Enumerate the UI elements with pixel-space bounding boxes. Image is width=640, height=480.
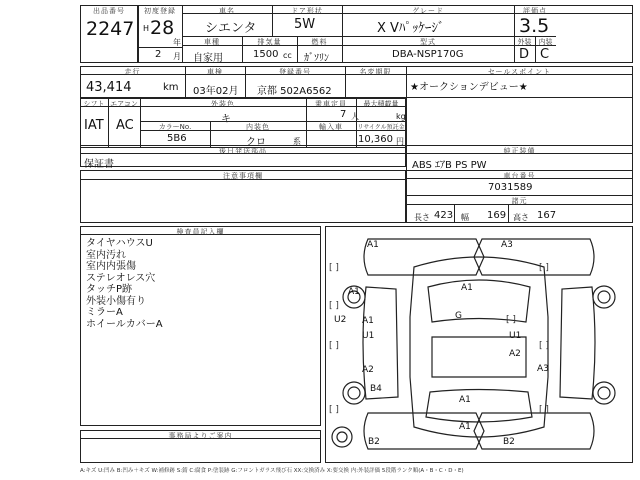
reg-era: H <box>143 24 150 33</box>
disp-unit: cc <box>283 51 292 60</box>
sales-label: セールスポイント <box>487 68 552 76</box>
ext-label: 外装 <box>517 38 532 46</box>
fuel-label: 燃料 <box>311 38 328 46</box>
notes-label: 注意事項欄 <box>223 172 263 180</box>
std-equip: ABS ｴｱB PS PW <box>412 160 487 171</box>
mark-a1: A1 <box>461 283 473 293</box>
inspection-item: ミラーA <box>86 307 123 318</box>
bracket: [ ] <box>539 341 549 351</box>
recycle-unit: 円 <box>396 137 404 146</box>
bracket: [ ] <box>539 263 549 273</box>
mark-a1: A1 <box>459 395 471 405</box>
reg-year: 28 <box>150 17 175 39</box>
reg-label: 初度登録 <box>144 7 176 15</box>
intcolor-unit: 系 <box>293 137 301 146</box>
mark-a1: A1 <box>348 287 360 297</box>
mark-b2: B2 <box>503 437 515 447</box>
color: キ <box>221 114 231 125</box>
sales-point: ★オークションデビュー★ <box>410 82 528 93</box>
load-label: 最大積載量 <box>363 100 399 108</box>
inspection-item: 室内内張傷 <box>86 261 136 272</box>
mark-a1: A1 <box>367 240 379 250</box>
cat: 自家用 <box>193 53 223 64</box>
recycle-label: リサイクル預託金 <box>357 124 405 131</box>
wid-label: 幅 <box>461 213 469 222</box>
mark-a2: A2 <box>362 365 374 375</box>
mark-b4: B4 <box>370 384 382 394</box>
bracket: [ ] <box>539 405 549 415</box>
door-type: 5W <box>294 17 316 32</box>
office-label: 事務局よりご案内 <box>168 432 233 440</box>
mileage: 43,414 <box>86 80 132 95</box>
disp: 1500 <box>253 49 279 60</box>
import-label: 輸入車 <box>319 123 343 131</box>
mark-a3: A3 <box>537 364 549 374</box>
ac-label: エアコン <box>110 100 138 108</box>
mark-a2: A2 <box>509 349 521 359</box>
reg-month-unit: 月 <box>173 52 181 61</box>
car-label: 車名 <box>219 7 235 15</box>
reg-month: 2 <box>155 49 162 60</box>
chassis-label: 車台番号 <box>503 172 536 180</box>
model-label: 型式 <box>420 38 436 46</box>
inspection-item: ステレオレス穴 <box>86 272 156 284</box>
bracket: [ ] <box>506 315 516 325</box>
inspect-label: 車検 <box>207 68 223 76</box>
inspection-item: ホイールカバーA <box>86 318 163 330</box>
bracket: [ ] <box>329 263 339 273</box>
warranty-doc: 保証書 <box>84 159 114 170</box>
len-label: 長さ <box>414 213 430 222</box>
hgt-label: 高さ <box>513 213 529 222</box>
grade-label: グレード <box>412 7 444 15</box>
plate-label: 登録番号 <box>279 68 311 76</box>
hgt: 167 <box>537 210 557 221</box>
reg-year-unit: 年 <box>173 38 181 47</box>
mileage-label: 走行 <box>124 68 141 76</box>
inspection-item: タイヤハウスU <box>86 238 153 249</box>
color-label: 外装色 <box>211 100 235 108</box>
lot-label: 出品番号 <box>93 7 125 15</box>
seats-label: 乗車定員 <box>315 100 347 108</box>
mark-u2: U2 <box>334 315 347 325</box>
mark-b2: B2 <box>368 437 380 447</box>
lot-number: 2247 <box>86 18 135 40</box>
ext-grade: D <box>519 47 530 62</box>
inspect: 03年02月 <box>193 86 239 97</box>
cat-label: 車種 <box>204 38 220 46</box>
disp-label: 排気量 <box>257 38 282 46</box>
score-label: 評価点 <box>523 7 547 15</box>
inspection-list <box>86 238 163 330</box>
wid: 169 <box>487 210 507 221</box>
damage-diagram <box>325 226 633 463</box>
int-label: 内装 <box>538 38 553 46</box>
score: 3.5 <box>519 15 550 37</box>
car-name: シエンタ <box>205 21 257 36</box>
int-grade: C <box>540 47 550 62</box>
colorno-label: カラーNo. <box>158 123 192 131</box>
mileage-unit: km <box>163 82 179 93</box>
intcolor-label: 内装色 <box>246 123 270 131</box>
seats: 7 <box>340 109 347 120</box>
bracket: [ ] <box>329 405 339 415</box>
recycle: 10,360 <box>358 134 393 145</box>
car-outline <box>326 227 632 462</box>
plate: 京都 502A6562 <box>257 86 332 97</box>
legend: A:キズ U:凹み B:凹み＋キズ W:補修跡 S:錆 C:腐食 P:塗装跡 G:フロントガラス飛び石 XX:交換済み X:要交換 内:外装評価 5段階ランク順(A・B・C・D・E) <box>80 468 464 474</box>
inspection-label: 検査員記入欄 <box>176 228 225 236</box>
ac: AC <box>116 118 134 133</box>
door-label: ドア形状 <box>291 7 323 15</box>
mark-a1: A1 <box>362 316 374 326</box>
fuel: ｶﾞｿﾘﾝ <box>304 53 329 64</box>
grade: X Vﾊﾟｯｹｰｼﾞ <box>377 21 445 36</box>
shift-label: シフト <box>83 100 105 108</box>
bracket: [ ] <box>329 341 339 351</box>
load-unit: kg <box>396 112 406 121</box>
colorno: 5B6 <box>167 133 187 144</box>
parts-label: 後日発送部品 <box>219 147 267 155</box>
inspection-item: タッチP跡 <box>86 284 133 295</box>
mark-u1: U1 <box>362 331 375 341</box>
mark-a3: A3 <box>501 240 513 250</box>
std-equip-label: 純正装備 <box>503 147 536 155</box>
shift: IAT <box>84 118 104 133</box>
seats-unit: 人 <box>351 112 359 121</box>
len: 423 <box>434 210 454 221</box>
mark-g: G <box>455 311 462 321</box>
inspection-item: 室内汚れ <box>86 249 126 261</box>
inspection-item: 外装小傷有り <box>86 295 146 307</box>
model: DBA-NSP170G <box>392 49 464 60</box>
mark-u1: U1 <box>509 331 522 341</box>
dims-label: 諸元 <box>511 197 528 205</box>
mark-a1: A1 <box>459 422 471 432</box>
chassis-no: 7031589 <box>488 182 533 193</box>
bracket: [ ] <box>329 301 339 311</box>
intcolor: クロ <box>246 137 266 148</box>
name-change-label: 名変期限 <box>359 68 392 76</box>
